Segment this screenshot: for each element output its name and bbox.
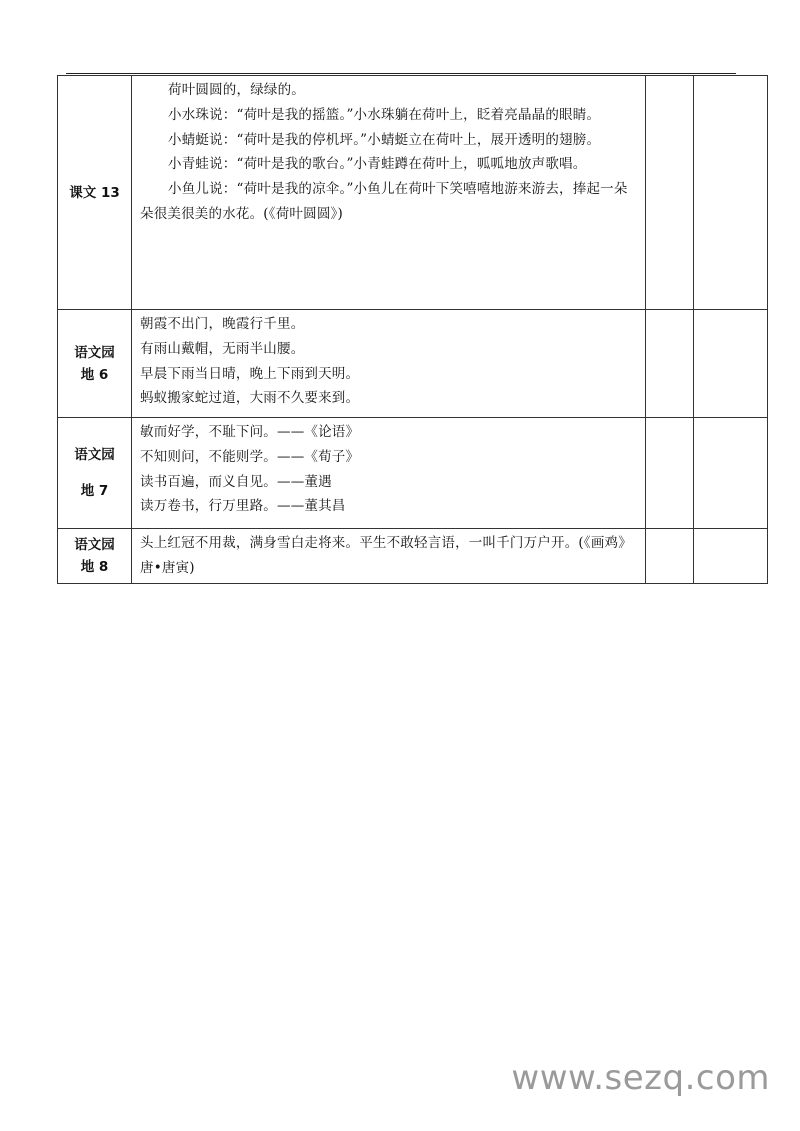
passage-line: 荷叶圆圆的，绿绿的。	[168, 82, 305, 98]
passage-line: 读书百遍，而义自见。——董遇	[140, 473, 332, 490]
passage-line: 朝霞不出门，晚霞行千里。	[140, 316, 305, 332]
passage-cell	[132, 76, 646, 310]
check-cell-1	[646, 418, 694, 529]
recitation-table	[57, 75, 768, 584]
check-cell-2	[694, 418, 768, 529]
row-label: 地 7	[80, 483, 109, 499]
row-label: 语文园	[74, 536, 115, 553]
passage-cell	[132, 310, 646, 418]
check-cell-1	[646, 310, 694, 418]
passage-line: 蚂蚁搬家蛇过道，大雨不久要来到。	[140, 390, 360, 407]
row-label: 语文园	[74, 344, 115, 361]
passage-line: 头上红冠不用裁，满身雪白走将来。平生不敢轻言语，一叫千门万户开。(《画鸡》唐•唐寅)	[140, 535, 632, 576]
check-cell-1	[646, 76, 694, 310]
passage-line: 有雨山戴帽，无雨半山腰。	[140, 340, 305, 357]
table-row	[58, 310, 768, 418]
row-label-cell	[58, 76, 132, 310]
site-watermark: www.sezq.com	[511, 1058, 770, 1098]
passage-cell	[132, 418, 646, 529]
passage-line: 早晨下雨当日晴，晚上下雨到天明。	[140, 365, 360, 382]
table-row	[58, 418, 768, 529]
passage-line: 小鱼儿说：“荷叶是我的凉伞。”小鱼儿在荷叶下笑嘻嘻地游来游去，捧起一朵朵很美很美的水花。(《荷叶圆圆》)	[140, 181, 628, 222]
check-cell-2	[694, 310, 768, 418]
passage-line: 不知则问，不能则学。——《荀子》	[140, 448, 360, 465]
table-row	[58, 529, 768, 584]
top-rule	[66, 73, 736, 74]
row-label: 语文园	[74, 447, 115, 463]
passage-line: 敏而好学，不耻下问。——《论语》	[140, 424, 360, 440]
row-label-cell	[58, 529, 132, 584]
check-cell-2	[694, 76, 768, 310]
passage-line: 小水珠说：“荷叶是我的摇篮。”小水珠躺在荷叶上，眨着亮晶晶的眼睛。	[168, 106, 601, 123]
row-label: 课文 13	[69, 184, 120, 201]
passage-line: 小蜻蜓说：“荷叶是我的停机坪。”小蜻蜓立在荷叶上，展开透明的翅膀。	[168, 131, 601, 148]
row-label: 地 6	[80, 366, 109, 383]
passage-line: 小青蛙说：“荷叶是我的歌台。”小青蛙蹲在荷叶上，呱呱地放声歌唱。	[168, 156, 587, 173]
table-row	[58, 76, 768, 310]
row-label-cell	[58, 418, 132, 529]
row-label-cell	[58, 310, 132, 418]
check-cell-1	[646, 529, 694, 584]
row-label: 地 8	[80, 558, 109, 575]
check-cell-2	[694, 529, 768, 584]
passage-line: 读万卷书，行万里路。——董其昌	[140, 498, 346, 515]
passage-cell	[132, 529, 646, 584]
